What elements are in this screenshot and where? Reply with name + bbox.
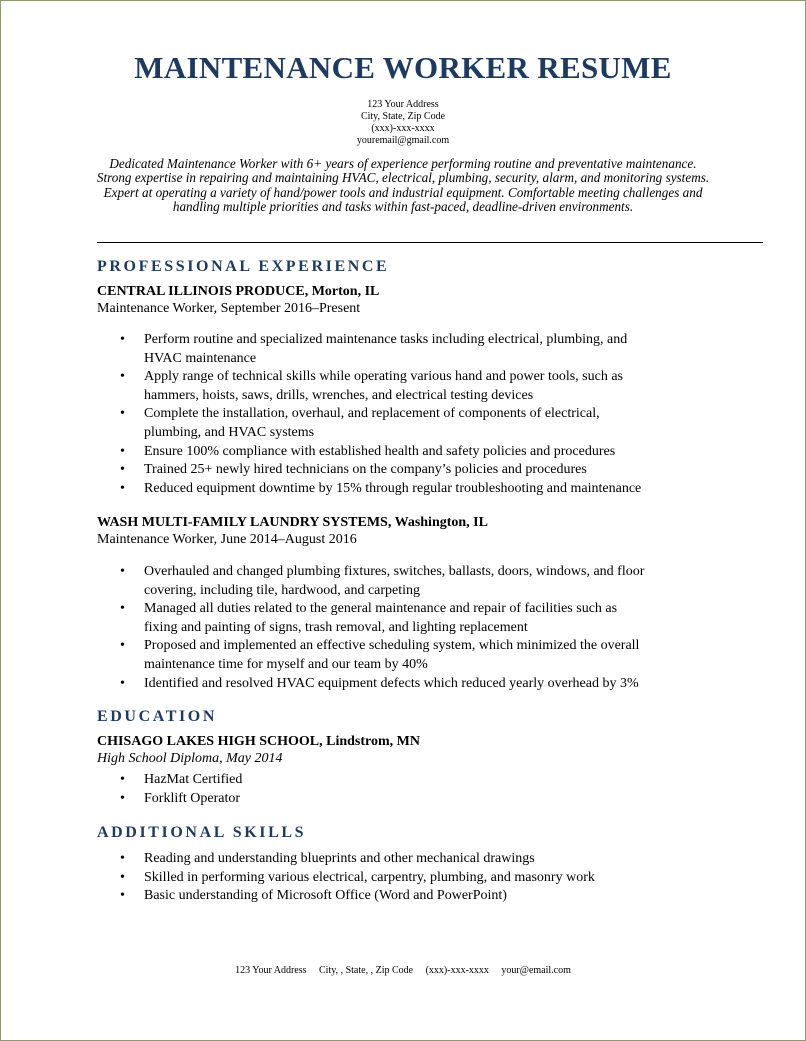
- list-item: • Perform routine and specialized maintenance tasks including electrical, plumbing, and HVAC maintenance: [120, 332, 628, 366]
- list-item: • Forklift Operator: [0, 790, 652, 809]
- job-2-role: Maintenance Worker, June 2014–August 2016: [97, 532, 357, 547]
- contact-email: youremail@gmail.com: [356, 135, 450, 146]
- list-item: • Managed all duties related to the general maintenance and repair of facilities such as fixing and painting of signs, trash removal, and lighting replacement: [120, 601, 618, 635]
- bullet-icon: •: [120, 462, 125, 478]
- list-item: • Ensure 100% compliance with established health and safety policies and procedures: [0, 443, 652, 462]
- contact-city-state-zip: City, State, Zip Code: [360, 111, 446, 122]
- bullet-icon: •: [120, 369, 125, 385]
- contact-block: [0, 99, 806, 147]
- footer-phone: (xxx)-xxx-xxxx: [425, 965, 489, 976]
- job-1-role: Maintenance Worker, September 2016–Present: [97, 301, 361, 316]
- education-bullets: [0, 771, 652, 808]
- list-item: • Reading and understanding blueprints and other mechanical drawings: [0, 850, 652, 869]
- skills-heading: ADDITIONAL SKILLS: [97, 824, 307, 841]
- job-1-location: Morton, IL: [311, 284, 380, 299]
- bullet-icon: •: [120, 443, 125, 459]
- bullet-icon: •: [120, 888, 125, 904]
- list-item: • Trained 25+ newly hired technicians on the company’s policies and procedures: [0, 461, 652, 480]
- job-1-company: CENTRAL ILLINOIS PRODUCE,: [97, 284, 309, 299]
- bullet-icon: •: [120, 851, 125, 866]
- education-degree: High School Diploma, May 2014: [97, 751, 283, 766]
- list-item: • Skilled in performing various electrical, carpentry, plumbing, and masonry work: [0, 869, 652, 888]
- list-item: • Reduced equipment downtime by 15% through regular troubleshooting and maintenance: [0, 480, 652, 499]
- education-heading: EDUCATION: [97, 708, 218, 725]
- bullet-icon: •: [120, 564, 125, 579]
- bullet-icon: •: [120, 332, 125, 347]
- bullet-icon: •: [120, 480, 125, 496]
- bullet-icon: •: [120, 869, 125, 885]
- job-2-header: [97, 515, 488, 531]
- bullet-icon: •: [120, 601, 125, 617]
- job-2-location: Washington, IL: [394, 515, 488, 530]
- list-item: • Complete the installation, overhaul, and replacement of components of electrical, plumbing, and HVAC systems: [120, 406, 600, 440]
- contact-address: 123 Your Address: [367, 99, 439, 110]
- bullet-icon: •: [120, 406, 125, 422]
- footer-city-state-zip: City, , State, , Zip Code: [319, 965, 414, 976]
- bullet-icon: •: [120, 790, 125, 806]
- education-school: CHISAGO LAKES HIGH SCHOOL,: [97, 734, 323, 749]
- education-school-header: [97, 734, 420, 750]
- list-item: • Apply range of technical skills while operating various hand and power tools, such as hammers, hoists, saws, drills, wrenches, and electrical testing devices: [120, 369, 623, 403]
- job-1-bullets: [0, 331, 652, 498]
- job-2-bullets: [0, 563, 652, 693]
- contact-phone: (xxx)-xxx-xxxx: [371, 123, 435, 134]
- bullet-icon: •: [120, 638, 125, 654]
- list-item: • Basic understanding of Microsoft Office (Word and PowerPoint): [0, 887, 652, 906]
- job-2-company: WASH MULTI-FAMILY LAUNDRY SYSTEMS,: [97, 515, 392, 530]
- education-location: Lindstrom, MN: [326, 734, 420, 749]
- skills-bullets: [0, 850, 652, 906]
- bullet-icon: •: [120, 772, 125, 787]
- footer-contact: [0, 965, 806, 976]
- list-item: • Proposed and implemented an effective scheduling system, which minimized the overall maintenance time for myself and our team by 40%: [120, 638, 640, 672]
- page-title: MAINTENANCE WORKER RESUME: [134, 50, 672, 85]
- list-item: • Overhauled and changed plumbing fixtures, switches, ballasts, doors, windows, and floor covering, including tile, hardwood, and carpeting: [120, 564, 645, 598]
- bullet-icon: •: [120, 675, 125, 691]
- experience-heading: PROFESSIONAL EXPERIENCE: [97, 258, 390, 275]
- list-item: • HazMat Certified: [0, 771, 652, 790]
- divider: [97, 242, 763, 243]
- summary-paragraph: Dedicated Maintenance Worker with 6+ years of experience performing routine and preventative maintenance. Strong expertise in repairing and maintaining HVAC, electrical, plumbing, security, alarm, and monitoring systems. Expert at operating a variety of hand/power tools and industrial equipment. Comfortable meeting challenges and handling multiple priorities and tasks within fast-paced, deadline-driven environments.: [96, 156, 710, 215]
- footer-email: your@email.com: [501, 965, 571, 976]
- footer-address: 123 Your Address: [235, 965, 307, 976]
- job-1-header: [97, 284, 379, 300]
- list-item: • Identified and resolved HVAC equipment defects which reduced yearly overhead by 3%: [0, 675, 652, 694]
